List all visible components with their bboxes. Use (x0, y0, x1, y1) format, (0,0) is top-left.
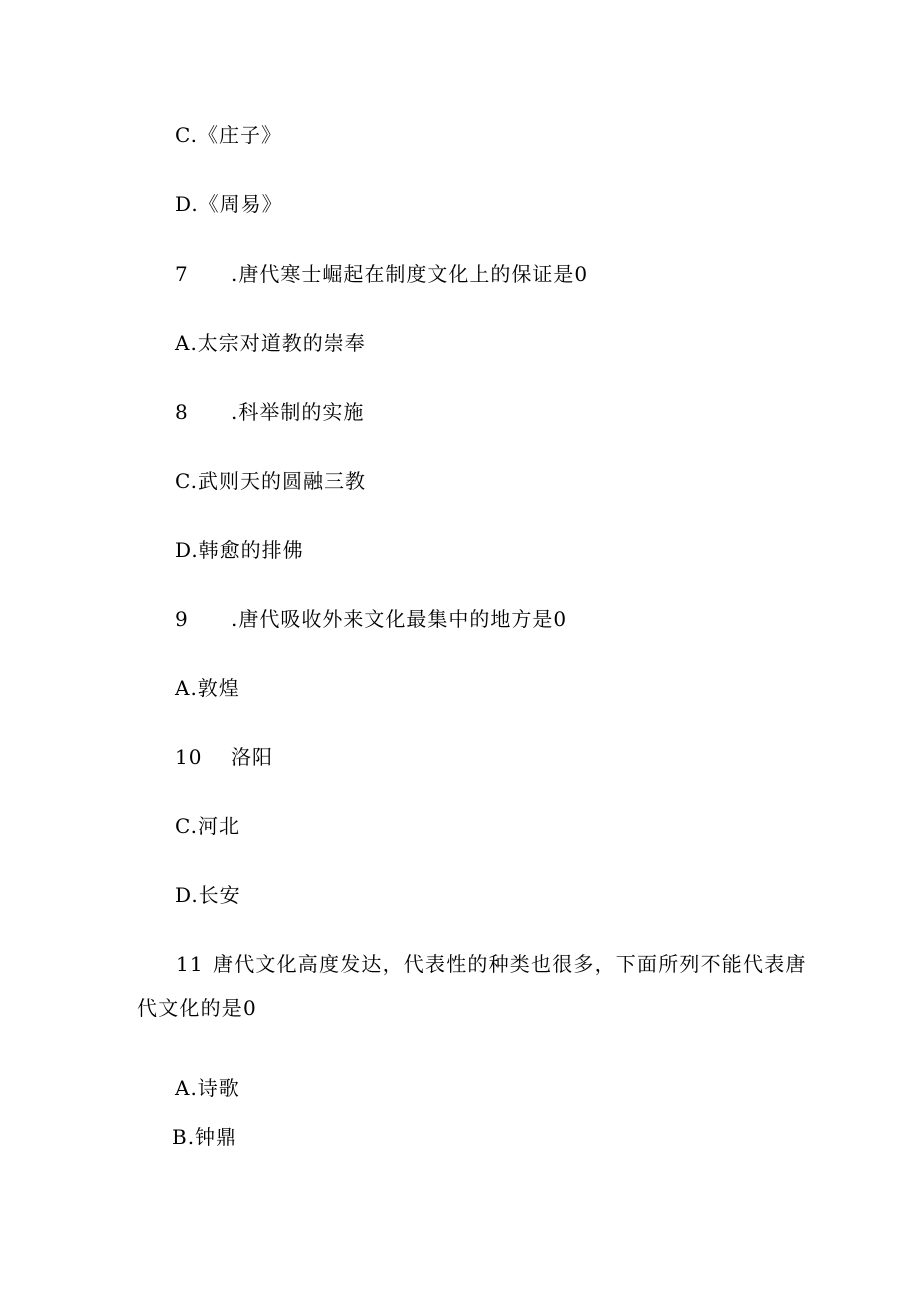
item-10 (175, 743, 273, 771)
question-text: .唐代寒士崛起在制度文化上的保证是0 (231, 262, 589, 286)
option-text: A.诗歌 (175, 1076, 240, 1100)
question-number: 9 (175, 607, 189, 631)
item-number: 10 (175, 745, 203, 769)
question-number: 7 (175, 262, 189, 286)
question-11 (137, 942, 817, 1030)
option-text: D.长安 (175, 883, 241, 907)
item-text: 洛阳 (231, 745, 273, 769)
option-text: C.河北 (175, 814, 240, 838)
option-b-bronze (172, 1123, 237, 1151)
question-9 (175, 605, 567, 633)
option-d-zhouyi (175, 190, 283, 218)
question-7 (175, 260, 588, 288)
question-text: 唐代文化高度发达，代表性的种类也很多，下面所列不能代表唐代文化的是0 (137, 952, 807, 1020)
option-text: A.太宗对道教的崇奉 (175, 331, 366, 355)
option-d-changan (175, 881, 241, 909)
option-text: C.武则天的圆融三教 (175, 469, 366, 493)
option-c-wuzetian (175, 467, 366, 495)
question-number: 11 (176, 952, 204, 976)
option-text: D.韩愈的排佛 (175, 538, 304, 562)
option-text: A.敦煌 (175, 676, 240, 700)
option-a-poetry (175, 1074, 240, 1102)
option-c-zhuangzi (175, 121, 282, 149)
item-8 (175, 398, 364, 426)
option-c-hebei (175, 812, 240, 840)
option-text: C.《庄子》 (175, 123, 282, 147)
option-a-dunhuang (175, 674, 240, 702)
option-text: D.《周易》 (175, 192, 283, 216)
option-d-hanyu (175, 536, 304, 564)
item-text: .科举制的实施 (231, 400, 365, 424)
option-a-taizong (175, 329, 366, 357)
question-text: .唐代吸收外来文化最集中的地方是0 (231, 607, 568, 631)
option-text: B.钟鼎 (172, 1125, 238, 1149)
item-number: 8 (175, 400, 189, 424)
